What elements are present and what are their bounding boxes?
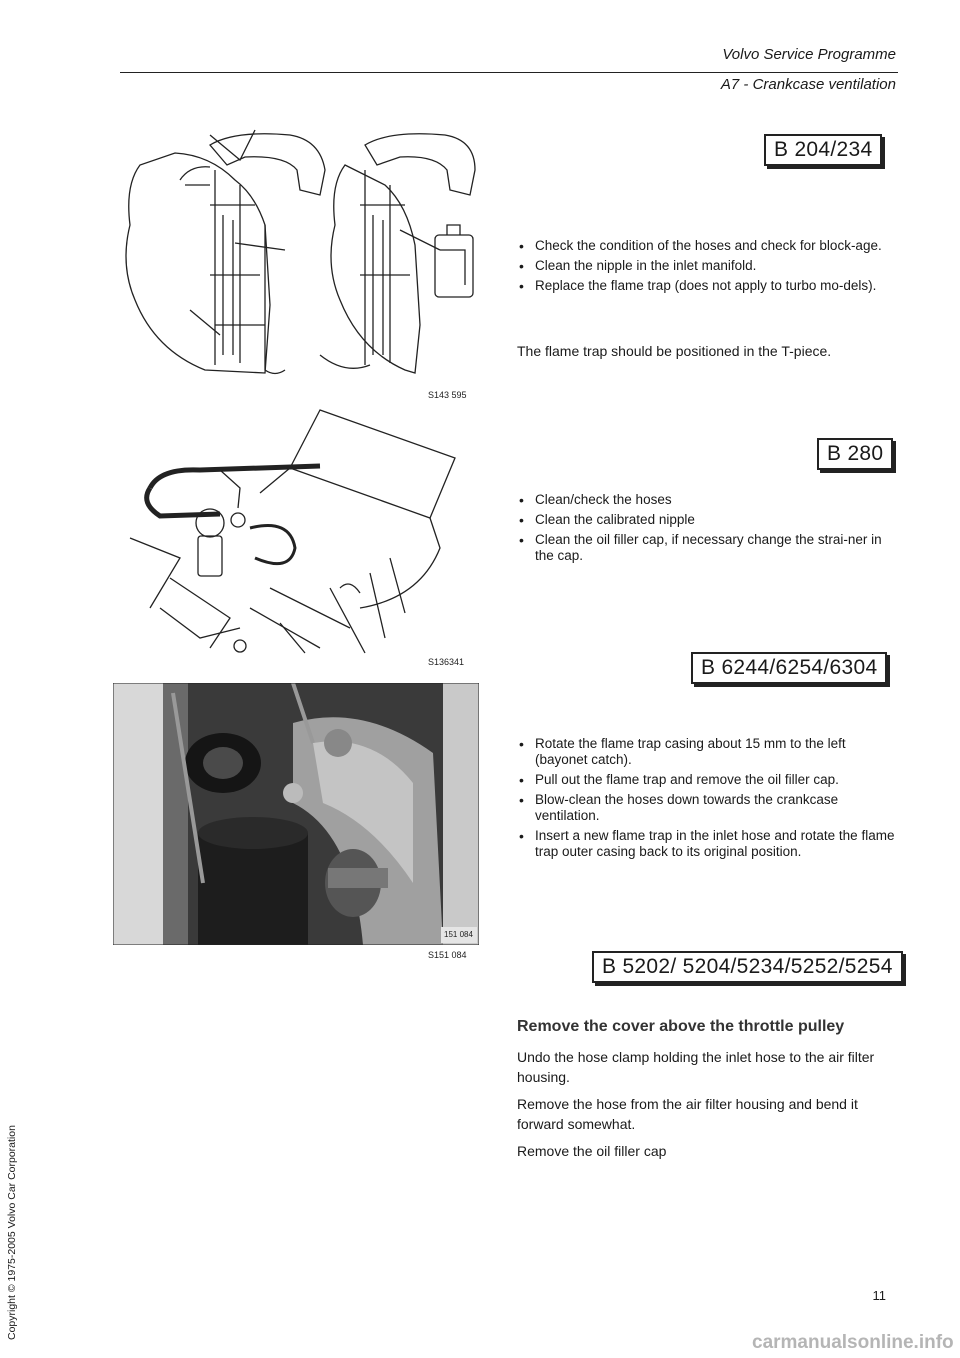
paragraph: Remove the oil filler cap — [517, 1143, 667, 1159]
figure-id-1: S143 595 — [428, 390, 467, 400]
list-item: • Rotate the flame trap casing about 15 mm to the left (bayonet catch). — [517, 736, 899, 768]
list-item: • Insert a new flame trap in the inlet hose and rotate the flame trap outer casing back to its original position. — [517, 828, 899, 860]
note-b204: The flame trap should be positioned in the T-piece. — [517, 343, 832, 359]
header-title: Volvo Service Programme — [722, 46, 896, 63]
page-number: 11 — [872, 1288, 886, 1303]
list-item: • Blow-clean the hoses down towards the crankcase ventilation. — [517, 792, 899, 824]
engine-label-b5202: B 5202/ 5204/5234/5252/5254 — [592, 951, 903, 983]
copyright-notice: Copyright © 1975-2005 Volvo Car Corporation — [6, 1125, 18, 1340]
list-item: • Clean/check the hoses — [517, 492, 899, 508]
list-item: • Clean the oil filler cap, if necessary change the strai-ner in the cap. — [517, 532, 899, 564]
engine-label-b280: B 280 — [817, 438, 893, 470]
bullet-list-b6244 — [517, 736, 899, 864]
figure-engine-drawing-2 — [120, 408, 460, 658]
list-item: • Clean the calibrated nipple — [517, 512, 899, 528]
engine-label-b204: B 204/234 — [764, 134, 882, 166]
paragraph: Remove the hose from the air filter housing and bend it forward somewhat. — [517, 1096, 858, 1132]
watermark: carmanualsonline.info — [752, 1332, 954, 1353]
header-rule — [120, 72, 898, 73]
section-subheading: Remove the cover above the throttle pulley — [517, 1018, 845, 1035]
figure-id-3: S151 084 — [428, 950, 467, 960]
figure-engine-photo — [113, 683, 479, 945]
list-item: • Replace the flame trap (does not apply to turbo mo-dels). — [517, 278, 899, 294]
list-item: • Pull out the flame trap and remove the oil filler cap. — [517, 772, 899, 788]
figure-id-2: S136341 — [428, 657, 465, 667]
list-item: • Clean the nipple in the inlet manifold. — [517, 258, 899, 274]
bullet-list-b280 — [517, 492, 899, 568]
bullet-list-b204 — [517, 238, 899, 298]
figure-inset-id: 151 084 — [444, 930, 473, 939]
figure-crankcase-drawing-1 — [115, 125, 485, 380]
list-item: • Check the condition of the hoses and check for block-age. — [517, 238, 899, 254]
header-subtitle: A7 - Crankcase ventilation — [720, 76, 896, 93]
paragraph: Undo the hose clamp holding the inlet hose to the air filter housing. — [517, 1049, 875, 1085]
engine-label-b6244: B 6244/6254/6304 — [691, 652, 887, 684]
